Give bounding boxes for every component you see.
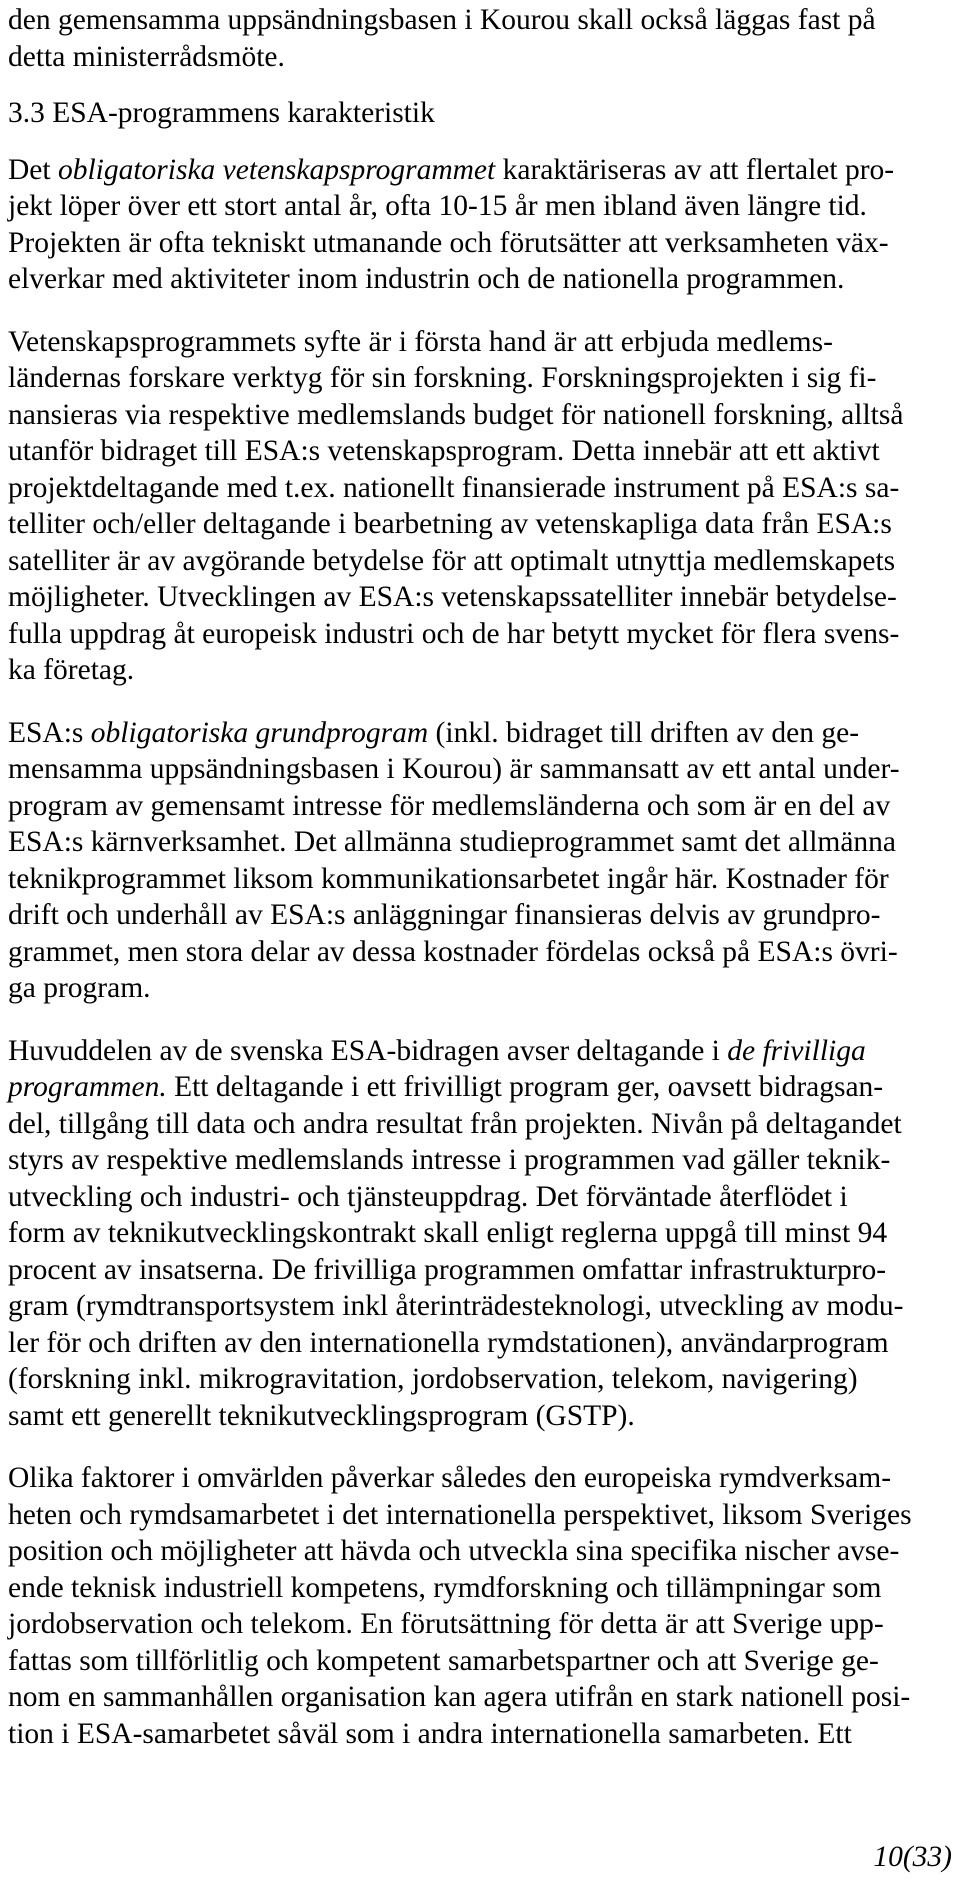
text-line: grammet, men stora delar av dessa kostnader fördelas också på ESA:s övri- <box>8 935 898 968</box>
text-line: mensamma uppsändningsbasen i Kourou) är sammansatt av ett antal under- <box>8 753 900 785</box>
text-line: (forskning inkl. mikrogravitation, jordobservation, telekom, navigering) <box>8 1363 858 1395</box>
emphasis: de frivilliga <box>727 1034 866 1067</box>
text-line: program av gemensamt intresse för medlemsländerna och som är en del av <box>8 789 891 822</box>
text-line: position och möjligheter att hävda och utveckla sina specifika nischer avse- <box>8 1535 900 1567</box>
text-line: Olika faktorer i omvärlden påverkar således den europeiska rymdverksam- <box>8 1462 892 1494</box>
text-line: nansieras via respektive medlemslands budget för nationell forskning, alltså <box>8 398 904 431</box>
paragraph-4 <box>8 1033 952 1435</box>
text-line: drift och underhåll av ESA:s anläggningar finansieras delvis av grundpro- <box>8 899 881 931</box>
emphasis: obligatoriska vetenskapsprogrammet <box>57 153 496 186</box>
text-line: telliter och/eller deltagande i bearbetning av vetenskapliga data från ESA:s <box>8 508 892 540</box>
page-number: 10(33) <box>873 1841 952 1873</box>
text-line: ler för och driften av den internationella rymdstationen), användarprogram <box>8 1326 889 1359</box>
text-line: ka företag. <box>8 654 135 686</box>
text-line: ende teknisk industriell kompetens, rymdforskning och tillämpningar som <box>8 1571 882 1604</box>
text-line: samt ett generellt teknikutvecklingsprogram (GSTP). <box>8 1399 635 1432</box>
text-line: styrs av respektive medlemslands intresse i programmen vad gäller teknik- <box>8 1144 891 1176</box>
text-line: ESA:s kärnverksamhet. Det allmänna studieprogrammet samt det allmänna <box>8 826 897 858</box>
text-line: den gemensamma uppsändningsbasen i Kourou skall också läggas fast på <box>8 4 876 36</box>
text-line: jordobservation och telekom. En förutsättning för detta är att Sverige upp- <box>8 1608 884 1640</box>
text-line: Vetenskapsprogrammets syfte är i första hand är att erbjuda medlems- <box>8 325 833 358</box>
text-line: utanför bidraget till ESA:s vetenskapsprogram. Detta innebär att ett aktivt <box>8 435 880 467</box>
document-page <box>8 0 952 1752</box>
text-line: gram (rymdtransportsystem inkl återinträdesteknologi, utveckling av modu- <box>8 1290 904 1322</box>
text-line: projektdeltagande med t.ex. nationellt finansierade instrument på ESA:s sa- <box>8 471 900 504</box>
text-line: satelliter är av avgörande betydelse för att optimalt utnyttja medlemskapets <box>8 544 896 577</box>
paragraph-2 <box>8 324 952 689</box>
text-line: detta ministerrådsmöte. <box>8 40 285 73</box>
text-line: tion i ESA-samarbetet såväl som i andra internationella samarbeten. Ett <box>8 1717 852 1750</box>
text-line: möjligheter. Utvecklingen av ESA:s vetenskapssatelliter innebär betydelse- <box>8 581 897 613</box>
text-line: procent av insatserna. De frivilliga programmen omfattar infrastrukturpro- <box>8 1253 887 1286</box>
paragraph-5 <box>8 1460 952 1752</box>
text-line: Det obligatoriska vetenskapsprogrammet karaktäriseras av att flertalet pro- <box>8 153 895 186</box>
text-line: elverkar med aktiviteter inom industrin och de nationella programmen. <box>8 263 845 295</box>
paragraph-1 <box>8 152 952 298</box>
text-line: fattas som tillförlitlig och kompetent samarbetspartner och att Sverige ge- <box>8 1644 879 1677</box>
text-line: Projekten är ofta tekniskt utmanande och förutsätter att verksamheten väx- <box>8 226 889 259</box>
text-line: form av teknikutvecklingskontrakt skall enligt reglerna uppgå till minst 94 <box>8 1217 888 1249</box>
text-line: programmen. Ett deltagande i ett frivilligt program ger, oavsett bidragsan- <box>8 1071 884 1103</box>
text-line: del, tillgång till data och andra resultat från projekten. Nivån på deltagandet <box>8 1107 902 1140</box>
text-line: fulla uppdrag åt europeisk industri och de har betytt mycket för flera svens- <box>8 617 900 650</box>
text-line: ländernas forskare verktyg för sin forskning. Forskningsprojekten i sig fi- <box>8 362 877 394</box>
text-line: nom en sammanhållen organisation kan agera utifrån en stark nationell posi- <box>8 1681 911 1713</box>
section-heading: 3.3 ESA-programmens karakteristik <box>8 97 435 129</box>
paragraph-intro <box>8 2 952 75</box>
text-line: utveckling och industri- och tjänsteuppdrag. Det förväntade återflödet i <box>8 1180 848 1213</box>
text-line: ESA:s obligatoriska grundprogram (inkl. bidraget till driften av den ge- <box>8 716 860 749</box>
text-line: teknikprogrammet liksom kommunikationsarbetet ingår här. Kostnader för <box>8 862 889 895</box>
emphasis: obligatoriska grundprogram <box>90 716 429 749</box>
text-line: Huvuddelen av de svenska ESA-bidragen avser deltagande i de frivilliga <box>8 1034 866 1067</box>
text-line: ga program. <box>8 972 151 1004</box>
emphasis: programmen. <box>8 1071 167 1103</box>
paragraph-3 <box>8 715 952 1007</box>
text-line: jekt löper över ett stort antal år, ofta 10-15 år men ibland även längre tid. <box>8 190 867 222</box>
text-line: heten och rymdsamarbetet i det internationella perspektivet, liksom Sveriges <box>8 1498 912 1531</box>
